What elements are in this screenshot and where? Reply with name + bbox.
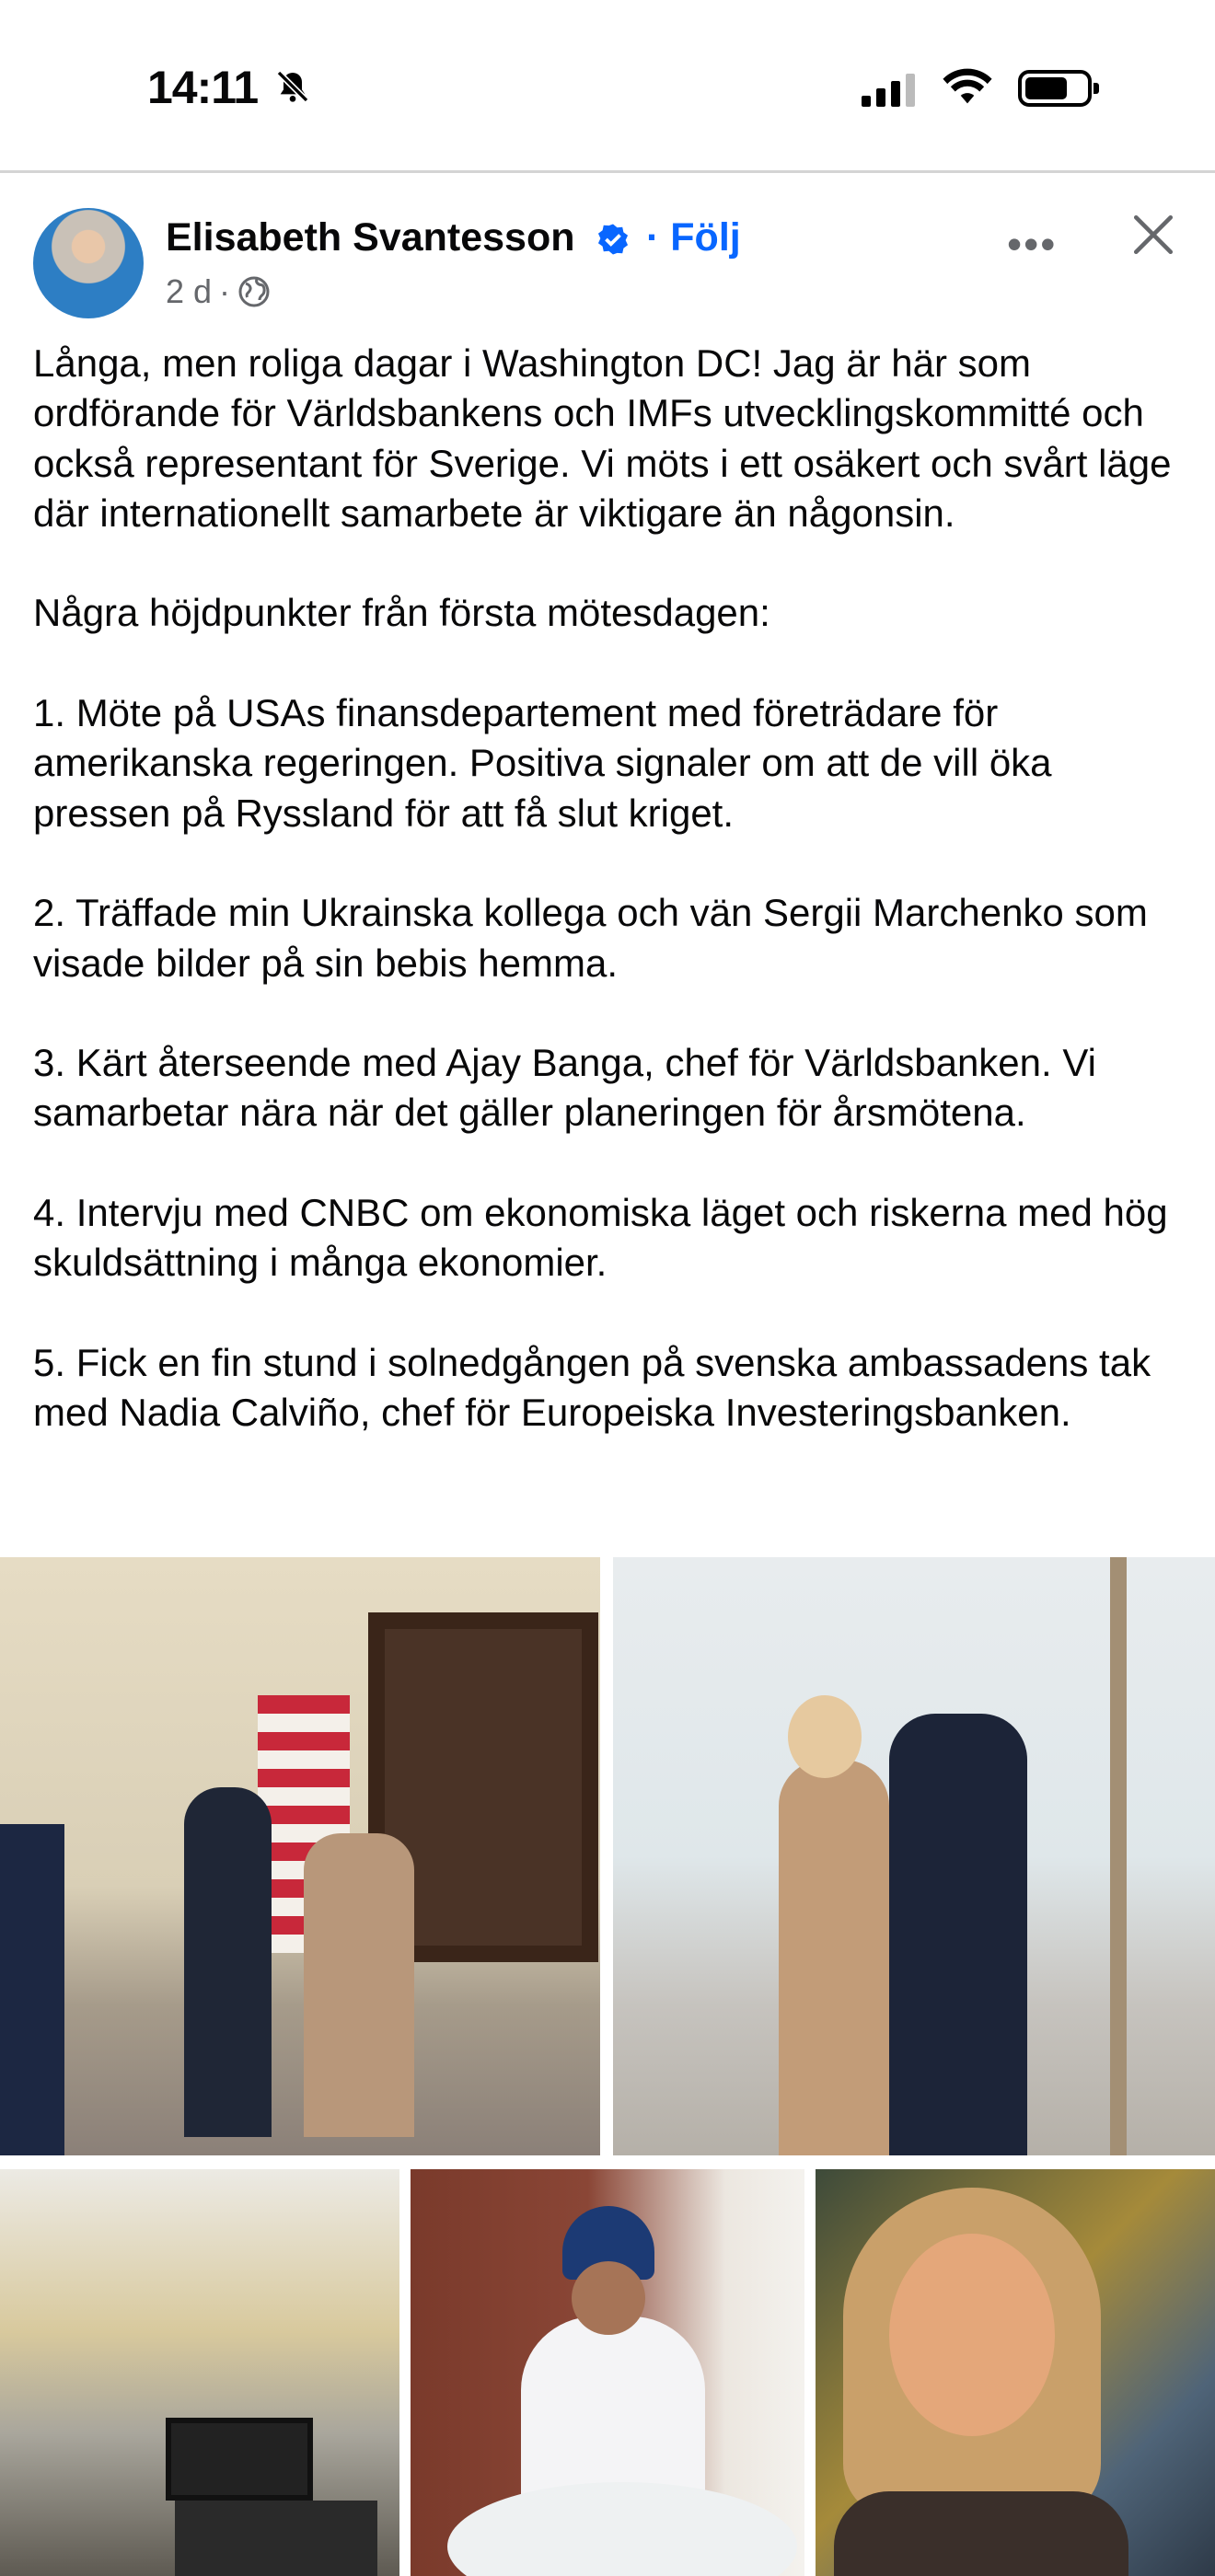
post-age[interactable]: 2 d [166, 272, 213, 310]
follow-button[interactable] [646, 215, 741, 260]
photo-ajay-banga[interactable] [411, 2169, 804, 2576]
status-bar [0, 0, 1215, 173]
verified-badge-icon [596, 223, 630, 256]
post-paragraph: 1. Möte på USAs finansdepartement med företrädare för amerikanska regeringen. Positiva signaler om att de vill öka pressen på Ryssland för att få slut kriget. [33, 691, 1052, 835]
bell-slash-icon [274, 68, 311, 105]
close-icon[interactable] [1130, 212, 1176, 258]
photo-cnbc-interview[interactable] [0, 2169, 399, 2576]
cellular-signal-icon [862, 70, 915, 107]
post-meta [166, 272, 271, 311]
photo-marchenko-meeting[interactable] [613, 1557, 1215, 2155]
separator-dot: · [646, 215, 660, 260]
post-paragraph: 4. Intervju med CNBC om ekonomiska läget och riskerna med hög skuldsättning i många ekonomier. [33, 1191, 1168, 1285]
meta-separator: · [219, 272, 231, 310]
follow-label: Följ [670, 215, 741, 260]
author-name[interactable]: Elisabeth Svantesson [166, 215, 575, 260]
status-time: 14:11 [147, 62, 259, 113]
author-avatar[interactable] [33, 208, 144, 318]
wifi-icon [941, 64, 994, 107]
globe-icon [237, 275, 271, 308]
post-paragraph: 5. Fick en fin stund i solnedgången på svenska ambassadens tak med Nadia Calviño, chef för Europeiska Investeringsbanken. [33, 1340, 1151, 1435]
photo-treasury-meeting[interactable] [0, 1557, 600, 2155]
post-paragraph: Långa, men roliga dagar i Washington DC! Jag är här som ordförande för Världsbankens och IMFs utvecklingskommitté och också representant för Sverige. Vi möts i ett osäkert och svårt läge där internationellt samarbete är viktigare än någonsin. [33, 341, 1172, 535]
more-options-button[interactable]: ••• [1007, 220, 1058, 268]
photo-nadia-calvino[interactable] [816, 2169, 1215, 2576]
post-paragraph: 2. Träffade min Ukrainska kollega och vän Sergii Marchenko som visade bilder på sin bebis hemma. [33, 891, 1148, 985]
post-paragraph: 3. Kärt återseende med Ajay Banga, chef för Världsbanken. Vi samarbetar nära när det gäller planeringen för årsmötena. [33, 1041, 1096, 1135]
post-text [33, 339, 1193, 1438]
battery-icon [1018, 70, 1092, 107]
post-paragraph: Några höjdpunkter från första mötesdagen: [33, 591, 770, 635]
